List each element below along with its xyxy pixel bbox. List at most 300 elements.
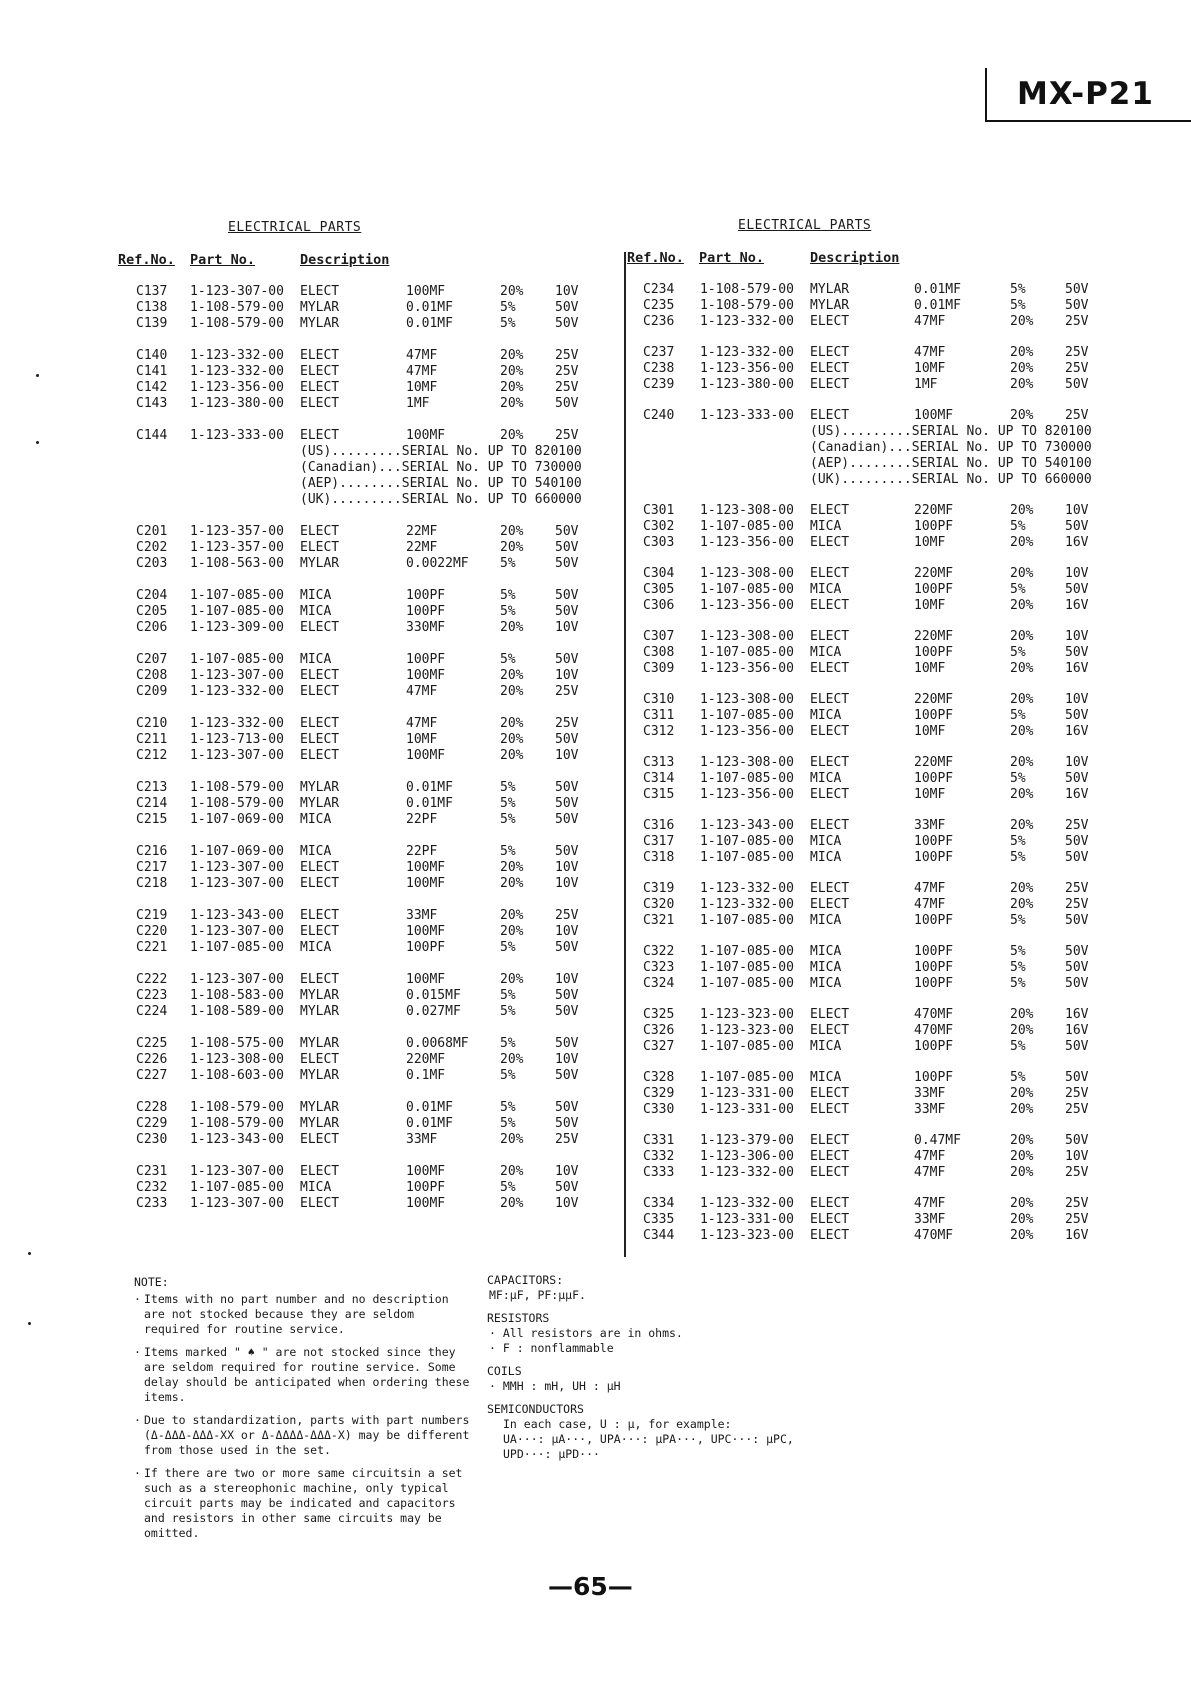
cell-tol: 5% (500, 1116, 516, 1131)
cell-ref: C325 (643, 1007, 675, 1022)
cell-value: 100PF (914, 771, 954, 786)
cell-volt: 10V (555, 748, 579, 763)
cell-value: 0.0022MF (406, 556, 469, 571)
cell-volt: 50V (1065, 282, 1089, 297)
cell-value: 0.1MF (406, 1068, 446, 1083)
cell-part: 1-123-332-00 (700, 881, 794, 896)
cell-volt: 50V (1065, 913, 1089, 928)
cell-type: MYLAR (300, 556, 340, 571)
cell-ref: C302 (643, 519, 675, 534)
part-row (0, 755, 1191, 771)
right-header-part: Part No. (699, 250, 765, 266)
cell-tol: 5% (1010, 708, 1026, 723)
part-row (0, 787, 1191, 803)
cell-tol: 5% (500, 988, 516, 1003)
cell-ref: C333 (643, 1165, 675, 1180)
cell-value: 220MF (914, 692, 954, 707)
cell-value: 220MF (914, 755, 954, 770)
cell-part: 1-108-579-00 (190, 796, 284, 811)
group-spacer (0, 992, 1191, 1007)
legend-coils-title: COILS (487, 1364, 522, 1378)
cell-ref: C227 (136, 1068, 168, 1083)
cell-value: 1MF (914, 377, 938, 392)
cell-volt: 10V (555, 1196, 579, 1211)
cell-tol: 20% (1010, 361, 1034, 376)
cell-type: MYLAR (810, 282, 850, 297)
cell-part: 1-123-331-00 (700, 1212, 794, 1227)
cell-value: 47MF (914, 1149, 946, 1164)
part-row (0, 1212, 1191, 1228)
cell-type: ELECT (810, 1007, 850, 1022)
cell-ref: C144 (136, 428, 168, 443)
part-row (0, 645, 1191, 661)
cell-tol: 20% (1010, 345, 1034, 360)
cell-value: 100MF (406, 924, 446, 939)
cell-part: 1-123-380-00 (190, 396, 284, 411)
cell-type: MICA (300, 588, 332, 603)
cell-part: 1-123-307-00 (190, 972, 284, 987)
cell-part: 1-107-069-00 (190, 844, 284, 859)
cell-tol: 5% (1010, 944, 1026, 959)
scan-speck (28, 1322, 31, 1325)
cell-value: 100PF (406, 604, 446, 619)
serial-note-row (0, 424, 1191, 440)
cell-type: ELECT (810, 1228, 850, 1243)
cell-volt: 50V (1065, 298, 1089, 313)
cell-volt: 16V (1065, 1007, 1089, 1022)
cell-ref: C233 (136, 1196, 168, 1211)
cell-value: 100PF (914, 582, 954, 597)
legend-line: UA···: μA···, UPA···: μPA···, UPC···: μPC, (503, 1432, 794, 1446)
cell-volt: 10V (555, 860, 579, 875)
cell-value: 100MF (406, 428, 446, 443)
cell-tol: 20% (1010, 629, 1034, 644)
cell-tol: 20% (1010, 724, 1034, 739)
cell-part: 1-123-306-00 (700, 1149, 794, 1164)
cell-type: ELECT (300, 684, 340, 699)
cell-part: 1-108-583-00 (190, 988, 284, 1003)
part-row (0, 944, 1191, 960)
cell-volt: 50V (555, 316, 579, 331)
note-item: · If there are two or more same circuitsin a set such as a stereophonic machine, only typical circuit parts may be indicated and capacitors and resistors in other same circuits may be omitted. (134, 1466, 474, 1541)
cell-volt: 25V (555, 684, 579, 699)
cell-tol: 20% (1010, 1102, 1034, 1117)
cell-ref: C232 (136, 1180, 168, 1195)
part-row (0, 535, 1191, 551)
cell-type: ELECT (810, 566, 850, 581)
cell-type: (AEP)........SERIAL No. UP TO 540100 (810, 456, 1092, 471)
cell-part: 1-107-085-00 (700, 834, 794, 849)
cell-volt: 50V (555, 604, 579, 619)
cell-type: (US).........SERIAL No. UP TO 820100 (300, 444, 582, 459)
cell-value: 100MF (406, 284, 446, 299)
cell-part: 1-123-356-00 (700, 724, 794, 739)
group-spacer (0, 551, 1191, 566)
group-spacer (0, 614, 1191, 629)
cell-part: 1-123-343-00 (700, 818, 794, 833)
cell-ref: C202 (136, 540, 168, 555)
cell-type: MYLAR (300, 1036, 340, 1051)
cell-tol: 20% (500, 380, 524, 395)
cell-tol: 5% (1010, 282, 1026, 297)
group-spacer (0, 1118, 1191, 1133)
cell-value: 0.01MF (914, 298, 961, 313)
cell-volt: 50V (555, 796, 579, 811)
cell-type: ELECT (810, 692, 850, 707)
cell-part: 1-107-085-00 (700, 708, 794, 723)
cell-ref: C215 (136, 812, 168, 827)
cell-type: ELECT (300, 620, 340, 635)
cell-ref: C141 (136, 364, 168, 379)
cell-type: ELECT (300, 716, 340, 731)
cell-part: 1-107-085-00 (700, 960, 794, 975)
cell-part: 1-123-308-00 (190, 1052, 284, 1067)
cell-volt: 10V (1065, 629, 1089, 644)
cell-value: 470MF (914, 1007, 954, 1022)
cell-volt: 25V (1065, 1086, 1089, 1101)
cell-volt: 50V (555, 988, 579, 1003)
legend-line: MF:μF, PF:μμF. (489, 1288, 586, 1302)
cell-value: 0.015MF (406, 988, 461, 1003)
cell-tol: 20% (500, 876, 524, 891)
cell-volt: 50V (1065, 944, 1089, 959)
cell-value: 100PF (914, 645, 954, 660)
cell-ref: C308 (643, 645, 675, 660)
cell-type: ELECT (300, 396, 340, 411)
cell-ref: C324 (643, 976, 675, 991)
cell-part: 1-107-085-00 (700, 976, 794, 991)
cell-part: 1-107-085-00 (700, 771, 794, 786)
cell-tol: 5% (500, 1180, 516, 1195)
cell-tol: 20% (1010, 1212, 1034, 1227)
cell-type: MICA (300, 940, 332, 955)
cell-part: 1-108-603-00 (190, 1068, 284, 1083)
cell-type: MICA (810, 645, 842, 660)
part-row (0, 377, 1191, 393)
cell-volt: 25V (1065, 818, 1089, 833)
cell-tol: 20% (500, 668, 524, 683)
group-spacer (0, 1181, 1191, 1196)
part-row (0, 1086, 1191, 1102)
cell-type: ELECT (300, 924, 340, 939)
cell-part: 1-107-069-00 (190, 812, 284, 827)
part-row (0, 1165, 1191, 1181)
cell-type: ELECT (810, 818, 850, 833)
cell-type: MYLAR (300, 796, 340, 811)
cell-ref: C331 (643, 1133, 675, 1148)
group-spacer (0, 1244, 1191, 1259)
part-row (0, 1102, 1191, 1118)
cell-volt: 50V (555, 556, 579, 571)
cell-part: 1-123-323-00 (700, 1228, 794, 1243)
cell-tol: 20% (1010, 881, 1034, 896)
cell-tol: 5% (500, 940, 516, 955)
cell-ref: C137 (136, 284, 168, 299)
cell-ref: C214 (136, 796, 168, 811)
note-item: · Items marked " ♠ " are not stocked since they are seldom required for routine service. Some delay should be anticipated when ordering these items. (134, 1345, 474, 1405)
cell-value: 220MF (914, 629, 954, 644)
cell-tol: 20% (500, 284, 524, 299)
cell-ref: C204 (136, 588, 168, 603)
cell-type: ELECT (810, 377, 850, 392)
cell-value: 47MF (914, 881, 946, 896)
cell-type: ELECT (300, 364, 340, 379)
cell-type: ELECT (300, 876, 340, 891)
cell-volt: 25V (555, 364, 579, 379)
cell-value: 10MF (914, 661, 946, 676)
cell-ref: C223 (136, 988, 168, 1003)
cell-type: MYLAR (810, 298, 850, 313)
cell-ref: C211 (136, 732, 168, 747)
cell-type: ELECT (300, 668, 340, 683)
cell-tol: 20% (1010, 535, 1034, 550)
cell-value: 47MF (406, 716, 438, 731)
cell-tol: 20% (1010, 818, 1034, 833)
cell-type: MICA (810, 944, 842, 959)
cell-tol: 5% (500, 1004, 516, 1019)
cell-value: 330MF (406, 620, 446, 635)
cell-part: 1-123-331-00 (700, 1102, 794, 1117)
cell-type: MYLAR (300, 300, 340, 315)
cell-ref: C332 (643, 1149, 675, 1164)
cell-volt: 10V (555, 924, 579, 939)
notes-section (134, 1275, 474, 1549)
cell-volt: 25V (1065, 1102, 1089, 1117)
cell-volt: 25V (555, 428, 579, 443)
cell-part: 1-123-379-00 (700, 1133, 794, 1148)
part-row (0, 629, 1191, 645)
cell-part: 1-123-332-00 (700, 1165, 794, 1180)
cell-volt: 10V (1065, 503, 1089, 518)
cell-value: 0.01MF (406, 300, 453, 315)
group-spacer (0, 1055, 1191, 1070)
part-row (0, 282, 1191, 298)
cell-ref: C330 (643, 1102, 675, 1117)
cell-part: 1-107-085-00 (190, 588, 284, 603)
cell-type: ELECT (810, 1165, 850, 1180)
cell-tol: 20% (1010, 377, 1034, 392)
cell-value: 33MF (406, 908, 438, 923)
part-row (0, 976, 1191, 992)
cell-type: MYLAR (300, 316, 340, 331)
cell-type: ELECT (300, 348, 340, 363)
cell-tol: 20% (500, 908, 524, 923)
cell-part: 1-123-343-00 (190, 908, 284, 923)
cell-ref: C224 (136, 1004, 168, 1019)
cell-ref: C213 (136, 780, 168, 795)
cell-value: 100PF (914, 944, 954, 959)
cell-value: 47MF (914, 314, 946, 329)
cell-volt: 50V (555, 300, 579, 315)
serial-note-row (0, 440, 1191, 456)
cell-type: ELECT (300, 1052, 340, 1067)
cell-type: ELECT (810, 661, 850, 676)
cell-ref: C304 (643, 566, 675, 581)
cell-tol: 20% (500, 396, 524, 411)
cell-volt: 10V (555, 972, 579, 987)
cell-ref: C143 (136, 396, 168, 411)
cell-type: (UK).........SERIAL No. UP TO 660000 (810, 472, 1092, 487)
cell-value: 10MF (914, 724, 946, 739)
cell-tol: 20% (500, 748, 524, 763)
part-row (0, 708, 1191, 724)
cell-type: MICA (300, 1180, 332, 1195)
part-row (0, 834, 1191, 850)
scan-speck (36, 374, 39, 377)
cell-part: 1-123-357-00 (190, 524, 284, 539)
cell-type: (US).........SERIAL No. UP TO 820100 (810, 424, 1092, 439)
cell-ref: C138 (136, 300, 168, 315)
cell-volt: 50V (1065, 771, 1089, 786)
cell-volt: 25V (555, 1132, 579, 1147)
cell-part: 1-123-307-00 (190, 860, 284, 875)
legend-line: · All resistors are in ohms. (489, 1326, 683, 1340)
cell-volt: 25V (555, 908, 579, 923)
cell-part: 1-107-085-00 (700, 645, 794, 660)
left-header-ref: Ref.No. (118, 252, 175, 268)
cell-type: ELECT (810, 314, 850, 329)
cell-tol: 5% (1010, 771, 1026, 786)
cell-tol: 5% (1010, 976, 1026, 991)
cell-type: MICA (300, 844, 332, 859)
cell-tol: 5% (1010, 519, 1026, 534)
cell-ref: C327 (643, 1039, 675, 1054)
cell-type: ELECT (300, 524, 340, 539)
cell-part: 1-123-356-00 (700, 787, 794, 802)
cell-tol: 5% (500, 812, 516, 827)
cell-volt: 16V (1065, 535, 1089, 550)
cell-volt: 16V (1065, 787, 1089, 802)
cell-tol: 5% (1010, 1039, 1026, 1054)
cell-volt: 50V (555, 844, 579, 859)
cell-tol: 5% (1010, 1070, 1026, 1085)
cell-type: ELECT (300, 860, 340, 875)
cell-type: ELECT (300, 972, 340, 987)
part-row (0, 1070, 1191, 1086)
cell-volt: 50V (1065, 519, 1089, 534)
cell-tol: 5% (500, 300, 516, 315)
cell-value: 100PF (406, 940, 446, 955)
cell-type: ELECT (810, 1102, 850, 1117)
part-row (0, 1023, 1191, 1039)
cell-part: 1-123-307-00 (190, 284, 284, 299)
cell-ref: C219 (136, 908, 168, 923)
part-row (0, 598, 1191, 614)
cell-volt: 10V (555, 284, 579, 299)
cell-tol: 20% (1010, 503, 1034, 518)
cell-value: 0.01MF (914, 282, 961, 297)
cell-part: 1-123-333-00 (700, 408, 794, 423)
cell-part: 1-108-575-00 (190, 1036, 284, 1051)
cell-part: 1-123-307-00 (190, 924, 284, 939)
part-row (0, 771, 1191, 787)
cell-volt: 50V (1065, 1039, 1089, 1054)
cell-part: 1-107-085-00 (190, 652, 284, 667)
cell-ref: C226 (136, 1052, 168, 1067)
cell-type: ELECT (810, 361, 850, 376)
group-spacer (0, 803, 1191, 818)
cell-type: MYLAR (300, 1116, 340, 1131)
cell-volt: 10V (555, 1052, 579, 1067)
cell-volt: 50V (555, 732, 579, 747)
cell-ref: C208 (136, 668, 168, 683)
right-section-title: ELECTRICAL PARTS (738, 218, 872, 233)
cell-ref: C139 (136, 316, 168, 331)
cell-ref: C301 (643, 503, 675, 518)
cell-type: (Canadian)...SERIAL No. UP TO 730000 (300, 460, 582, 475)
cell-type: ELECT (810, 1086, 850, 1101)
cell-tol: 5% (1010, 582, 1026, 597)
cell-value: 22MF (406, 524, 438, 539)
cell-tol: 20% (1010, 1133, 1034, 1148)
cell-tol: 5% (1010, 298, 1026, 313)
cell-tol: 20% (1010, 1228, 1034, 1243)
cell-type: ELECT (300, 540, 340, 555)
cell-value: 470MF (914, 1023, 954, 1038)
cell-tol: 20% (1010, 1165, 1034, 1180)
part-row (0, 361, 1191, 377)
cell-tol: 20% (1010, 314, 1034, 329)
cell-part: 1-123-323-00 (700, 1023, 794, 1038)
cell-tol: 20% (1010, 1196, 1034, 1211)
cell-type: ELECT (810, 787, 850, 802)
cell-ref: C314 (643, 771, 675, 786)
group-spacer (0, 677, 1191, 692)
legend-capacitors-title: CAPACITORS: (487, 1273, 564, 1287)
cell-tol: 5% (500, 1068, 516, 1083)
cell-part: 1-107-085-00 (190, 1180, 284, 1195)
cell-value: 47MF (406, 348, 438, 363)
legend-line: · MMH : mH, UH : μH (489, 1379, 621, 1393)
unit-legend (487, 1273, 907, 1462)
cell-value: 100PF (406, 1180, 446, 1195)
cell-tol: 20% (500, 348, 524, 363)
part-row (0, 724, 1191, 740)
cell-ref: C322 (643, 944, 675, 959)
cell-tol: 5% (500, 588, 516, 603)
cell-value: 0.47MF (914, 1133, 961, 1148)
cell-value: 1MF (406, 396, 430, 411)
cell-part: 1-123-356-00 (700, 535, 794, 550)
cell-type: ELECT (300, 1132, 340, 1147)
cell-volt: 50V (1065, 377, 1089, 392)
group-spacer (0, 488, 1191, 503)
cell-tol: 20% (500, 620, 524, 635)
cell-tol: 20% (500, 1164, 524, 1179)
cell-ref: C216 (136, 844, 168, 859)
page-number: —65— (548, 1572, 633, 1601)
cell-part: 1-108-579-00 (190, 1100, 284, 1115)
cell-type: MYLAR (300, 1004, 340, 1019)
cell-value: 100PF (914, 1070, 954, 1085)
cell-value: 100MF (406, 860, 446, 875)
cell-ref: C317 (643, 834, 675, 849)
cell-value: 100PF (914, 834, 954, 849)
legend-line: · F : nonflammable (489, 1341, 614, 1355)
left-section-title: ELECTRICAL PARTS (228, 220, 362, 235)
cell-part: 1-123-331-00 (700, 1086, 794, 1101)
cell-type: ELECT (810, 1023, 850, 1038)
part-row (0, 692, 1191, 708)
cell-value: 47MF (914, 897, 946, 912)
cell-ref: C221 (136, 940, 168, 955)
cell-ref: C222 (136, 972, 168, 987)
cell-ref: C240 (643, 408, 675, 423)
cell-part: 1-107-085-00 (700, 519, 794, 534)
group-spacer (0, 393, 1191, 408)
cell-value: 10MF (406, 380, 438, 395)
cell-type: ELECT (300, 908, 340, 923)
